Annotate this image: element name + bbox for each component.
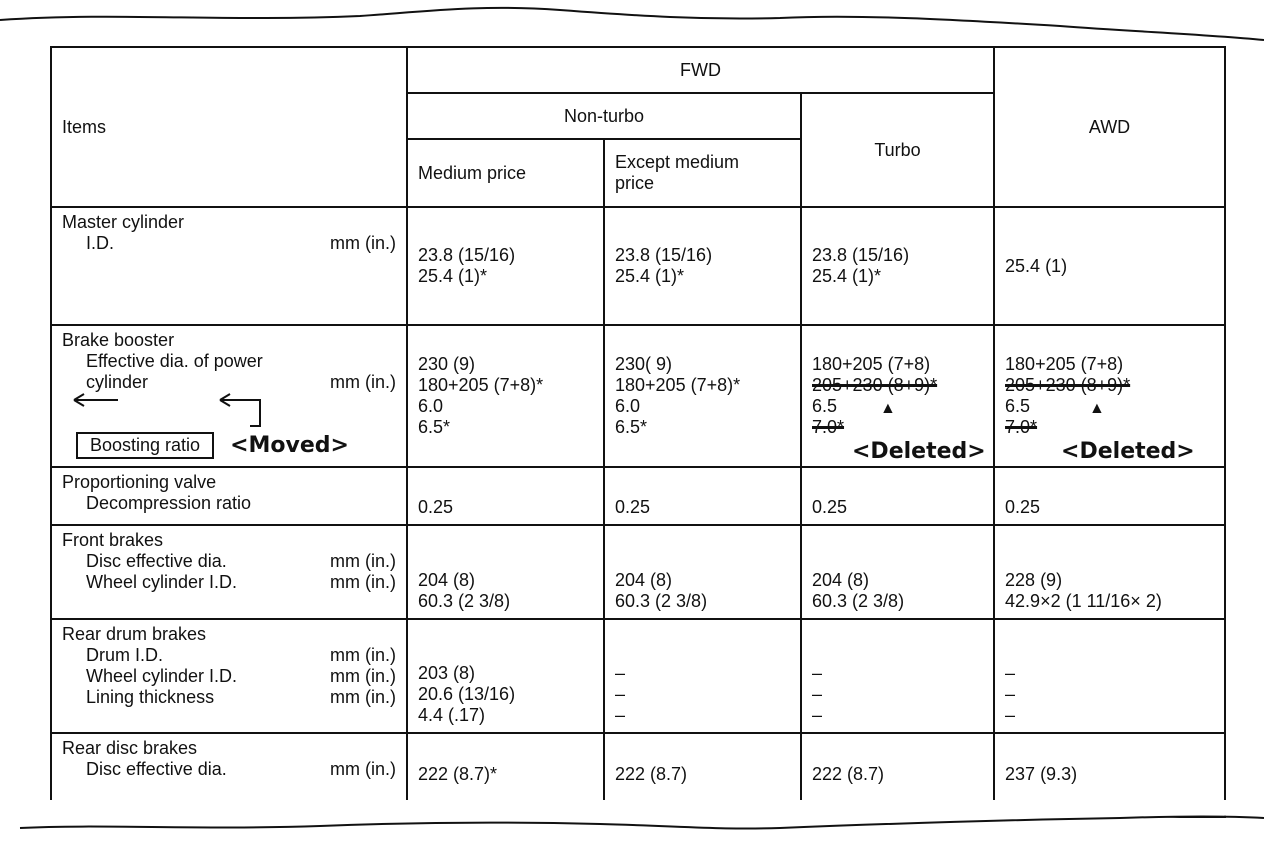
header-medium-price: Medium price	[407, 139, 604, 207]
proportioning-valve-label: Proportioning valve Decompression ratio	[51, 467, 407, 525]
booster-awd-value: 180+205 (7+8) 205+230 (8+9)* 6.5 7.0* <Deleted> ▲	[994, 325, 1225, 467]
row-brake-booster	[51, 325, 1225, 467]
disc-awd-value: 237 (9.3)	[994, 733, 1225, 817]
master-medium-value: 23.8 (15/16) 25.4 (1)*	[407, 207, 604, 325]
moved-note: <Moved>	[230, 433, 349, 458]
front-brakes-label: Front brakes Disc effective dia. mm (in.) Wheel cylinder I.D. mm (in.)	[51, 525, 407, 619]
deleted-note: <Deleted>	[852, 439, 986, 464]
header-awd: AWD	[994, 47, 1225, 207]
disc-turbo-value: 222 (8.7)	[801, 733, 994, 817]
deleted-note: <Deleted>	[1061, 439, 1195, 464]
front-awd-value: 228 (9) 42.9×2 (1 11/16× 2)	[994, 525, 1225, 619]
header-turbo: Turbo	[801, 93, 994, 207]
deleted-value: 205+230 (8+9)*	[1005, 375, 1131, 395]
drum-turbo-value: – – –	[801, 619, 994, 733]
rear-drum-label: Rear drum brakes Drum I.D. mm (in.) Wheel cylinder I.D. mm (in.) Lining thickness mm (in.)	[51, 619, 407, 733]
booster-medium-value: 230 (9) 180+205 (7+8)* 6.0 6.5*	[407, 325, 604, 467]
header-items: Items	[51, 47, 407, 207]
rear-disc-label: Rear disc brakes Disc effective dia. mm (in.)	[51, 733, 407, 817]
header-non-turbo: Non-turbo	[407, 93, 801, 139]
drum-except-value: – – –	[604, 619, 801, 733]
master-cylinder-label: Master cylinder I.D. mm (in.)	[51, 207, 407, 325]
front-turbo-value: 204 (8) 60.3 (2 3/8)	[801, 525, 994, 619]
front-except-value: 204 (8) 60.3 (2 3/8)	[604, 525, 801, 619]
row-rear-drum-brakes	[51, 619, 1225, 733]
row-front-brakes	[51, 525, 1225, 619]
front-medium-value: 204 (8) 60.3 (2 3/8)	[407, 525, 604, 619]
arrow-up-icon: ▲	[1089, 400, 1105, 417]
disc-except-value: 222 (8.7)	[604, 733, 801, 817]
row-proportioning-valve	[51, 467, 1225, 525]
boosting-ratio-label: Boosting ratio	[76, 432, 214, 459]
row-master-cylinder	[51, 207, 1225, 325]
brake-spec-table	[50, 46, 1226, 818]
arrow-up-icon: ▲	[880, 400, 896, 417]
master-except-value: 23.8 (15/16) 25.4 (1)*	[604, 207, 801, 325]
valve-medium-value: 0.25	[407, 467, 604, 525]
valve-except-value: 0.25	[604, 467, 801, 525]
master-awd-value: 25.4 (1)	[994, 207, 1225, 325]
deleted-value: 7.0*	[1005, 417, 1038, 437]
header-fwd: FWD	[407, 47, 994, 93]
moved-arrow-icon	[70, 388, 270, 428]
master-turbo-value: 23.8 (15/16) 25.4 (1)*	[801, 207, 994, 325]
header-except-medium: Except medium price	[604, 139, 801, 207]
drum-medium-value: 203 (8) 20.6 (13/16) 4.4 (.17)	[407, 619, 604, 733]
drum-awd-value: – – –	[994, 619, 1225, 733]
disc-medium-value: 222 (8.7)*	[407, 733, 604, 817]
brake-booster-label: Brake booster Effective dia. of power cylinder mm (in.) Boosting ratio <Moved>	[51, 325, 407, 467]
deleted-value: 205+230 (8+9)*	[812, 375, 938, 395]
valve-turbo-value: 0.25	[801, 467, 994, 525]
booster-except-value: 230( 9) 180+205 (7+8)* 6.0 6.5*	[604, 325, 801, 467]
torn-edge-bottom	[0, 800, 1264, 848]
valve-awd-value: 0.25	[994, 467, 1225, 525]
booster-turbo-value: 180+205 (7+8) 205+230 (8+9)* 6.5 7.0* <Deleted> ▲	[801, 325, 994, 467]
deleted-value: 7.0*	[812, 417, 845, 437]
